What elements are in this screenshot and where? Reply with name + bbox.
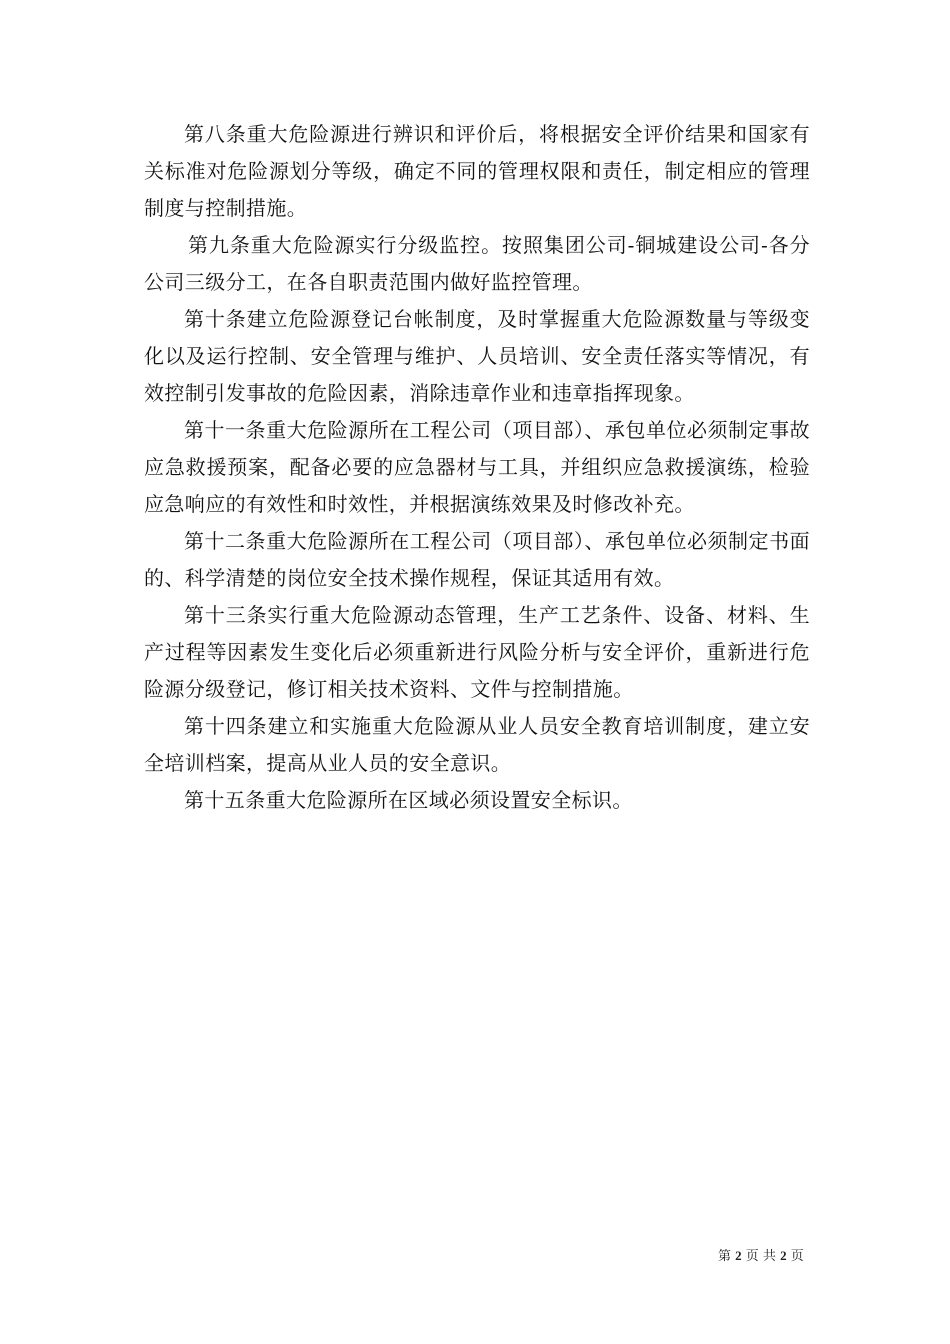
- article-13-paragraph: 第十三条实行重大危险源动态管理，生产工艺条件、设备、材料、生产过程等因素发生变化后必须重新进行风险分析与安全评价，重新进行危险源分级登记，修订相关技术资料、文件与控制措施。: [144, 603, 810, 701]
- footer-total-pages: 2: [780, 1248, 787, 1263]
- document-body: [144, 116, 810, 819]
- article-11-paragraph: 第十一条重大危险源所在工程公司（项目部）、承包单位必须制定事故应急救援预案，配备必要的应急器材与工具，并组织应急救援演练，检验应急响应的有效性和时效性，并根据演练效果及时修改补充。: [144, 418, 810, 516]
- article-12-paragraph: 第十二条重大危险源所在工程公司（项目部）、承包单位必须制定书面的、科学清楚的岗位安全技术操作规程，保证其适用有效。: [144, 529, 810, 590]
- footer-middle: 页 共: [745, 1249, 776, 1264]
- page-footer: [718, 1247, 804, 1266]
- article-8-paragraph: 第八条重大危险源进行辨识和评价后，将根据安全评价结果和国家有关标准对危险源划分等级，确定不同的管理权限和责任，制定相应的管理制度与控制措施。: [144, 122, 810, 220]
- article-15-paragraph: 第十五条重大危险源所在区域必须设置安全标识。: [184, 788, 633, 812]
- article-14-paragraph: 第十四条建立和实施重大危险源从业人员安全教育培训制度，建立安全培训档案，提高从业人员的安全意识。: [144, 714, 810, 775]
- article-10-paragraph: 第十条建立危险源登记台帐制度，及时掌握重大危险源数量与等级变化以及运行控制、安全管理与维护、人员培训、安全责任落实等情况，有效控制引发事故的危险因素，消除违章作业和违章指挥现象。: [144, 307, 810, 405]
- footer-suffix: 页: [790, 1249, 804, 1264]
- article-9-paragraph: 第九条重大危险源实行分级监控。按照集团公司-铜城建设公司-各分公司三级分工，在各自职责范围内做好监控管理。: [144, 233, 810, 294]
- footer-page-number: 2: [735, 1248, 742, 1263]
- footer-prefix: 第: [718, 1249, 732, 1264]
